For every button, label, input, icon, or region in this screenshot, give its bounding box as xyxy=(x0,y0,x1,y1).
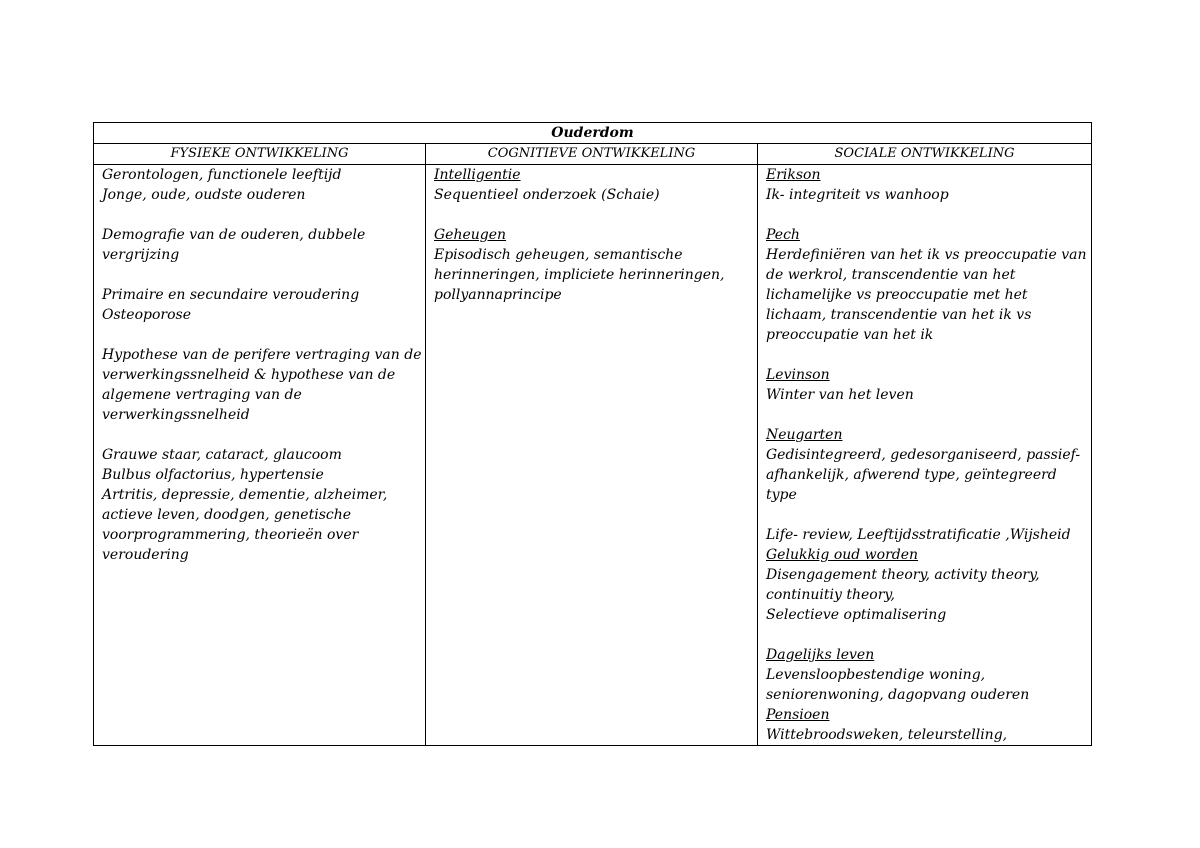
col1-line: Gerontologen, functionele leeftijd xyxy=(102,167,342,183)
col1-line: Artritis, depressie, dementie, alzheimer, xyxy=(102,487,388,503)
col3-line: Wittebroodsweken, teleurstelling, xyxy=(766,727,1008,743)
col3-line: type xyxy=(766,487,797,503)
col1-line: actieve leven, doodgen, genetische xyxy=(102,507,352,523)
col1-line: algemene vertraging van de xyxy=(102,387,302,403)
header-sociale: SOCIALE ONTWIKKELING xyxy=(758,144,1092,165)
col2-line: pollyannaprincipe xyxy=(434,287,562,303)
heading-gelukkig-oud-worden: Gelukkig oud worden xyxy=(766,547,919,563)
heading-neugarten: Neugarten xyxy=(766,427,843,443)
col3-line xyxy=(766,205,1091,225)
col3-line: Selectieve optimalisering xyxy=(766,607,947,623)
col1-line: Grauwe staar, cataract, glaucoom xyxy=(102,447,342,463)
col1-line: Primaire en secundaire veroudering xyxy=(102,287,360,303)
title-row xyxy=(94,123,1092,144)
heading-geheugen: Geheugen xyxy=(434,227,507,243)
col3-line: Herdefiniëren van het ik vs preoccupatie van xyxy=(766,247,1087,263)
col1-line: Hypothese van de perifere vertraging van de xyxy=(102,347,422,363)
col1-line xyxy=(102,325,425,345)
col1-line xyxy=(102,205,425,225)
col1-line: verwerkingssnelheid xyxy=(102,407,250,423)
col3-line: Winter van het leven xyxy=(766,387,914,403)
col1-line: Demografie van de ouderen, dubbele xyxy=(102,227,366,243)
col3-line: lichamelijke vs preoccupatie met het xyxy=(766,287,1028,303)
col1-line: voorprogrammering, theorieën over xyxy=(102,527,359,543)
header-cognitieve: COGNITIEVE ONTWIKKELING xyxy=(426,144,758,165)
col1-line: Bulbus olfactorius, hypertensie xyxy=(102,467,324,483)
content-row xyxy=(94,165,1092,746)
col-sociale xyxy=(758,165,1092,746)
col1-line xyxy=(102,265,425,285)
col1-line: Jonge, oude, oudste ouderen xyxy=(102,187,306,203)
col1-line: veroudering xyxy=(102,547,189,563)
col3-line: de werkrol, transcendentie van het xyxy=(766,267,1016,283)
col2-line xyxy=(434,205,757,225)
col3-line: seniorenwoning, dagopvang ouderen xyxy=(766,687,1030,703)
col2-line: Sequentieel onderzoek (Schaie) xyxy=(434,187,660,203)
overview-table xyxy=(93,122,1092,746)
col-cognitieve xyxy=(426,165,758,746)
heading-levinson: Levinson xyxy=(766,367,830,383)
col1-line: vergrijzing xyxy=(102,247,180,263)
col1-line xyxy=(102,425,425,445)
heading-erikson: Erikson xyxy=(766,167,821,183)
col3-line: Gedisintegreerd, gedesorganiseerd, passief- xyxy=(766,447,1081,463)
table-title: Ouderdom xyxy=(94,123,1092,144)
col-fysieke xyxy=(94,165,426,746)
col3-line xyxy=(766,625,1091,645)
col2-line: Episodisch geheugen, semantische xyxy=(434,247,683,263)
col3-line xyxy=(766,505,1091,525)
header-fysieke: FYSIEKE ONTWIKKELING xyxy=(94,144,426,165)
col3-line: lichaam, transcendentie van het ik vs xyxy=(766,307,1032,323)
col1-line: verwerkingssnelheid & hypothese van de xyxy=(102,367,396,383)
heading-dagelijks-leven: Dagelijks leven xyxy=(766,647,875,663)
col2-line: herinneringen, impliciete herinneringen, xyxy=(434,267,725,283)
heading-pech: Pech xyxy=(766,227,800,243)
col3-line: Disengagement theory, activity theory, xyxy=(766,567,1040,583)
col3-line: preoccupatie van het ik xyxy=(766,327,934,343)
col3-line: Life- review, Leeftijdsstratificatie ,Wijsheid xyxy=(766,527,1071,543)
col3-line: continuitiy theory, xyxy=(766,587,895,603)
col3-line xyxy=(766,405,1091,425)
col3-line xyxy=(766,345,1091,365)
col3-line: Levensloopbestendige woning, xyxy=(766,667,986,683)
heading-pensioen: Pensioen xyxy=(766,707,830,723)
col1-line: Osteoporose xyxy=(102,307,191,323)
col3-line: Ik- integriteit vs wanhoop xyxy=(766,187,949,203)
header-row xyxy=(94,144,1092,165)
heading-intelligentie: Intelligentie xyxy=(434,167,521,183)
col3-line: afhankelijk, afwerend type, geïntegreerd xyxy=(766,467,1057,483)
